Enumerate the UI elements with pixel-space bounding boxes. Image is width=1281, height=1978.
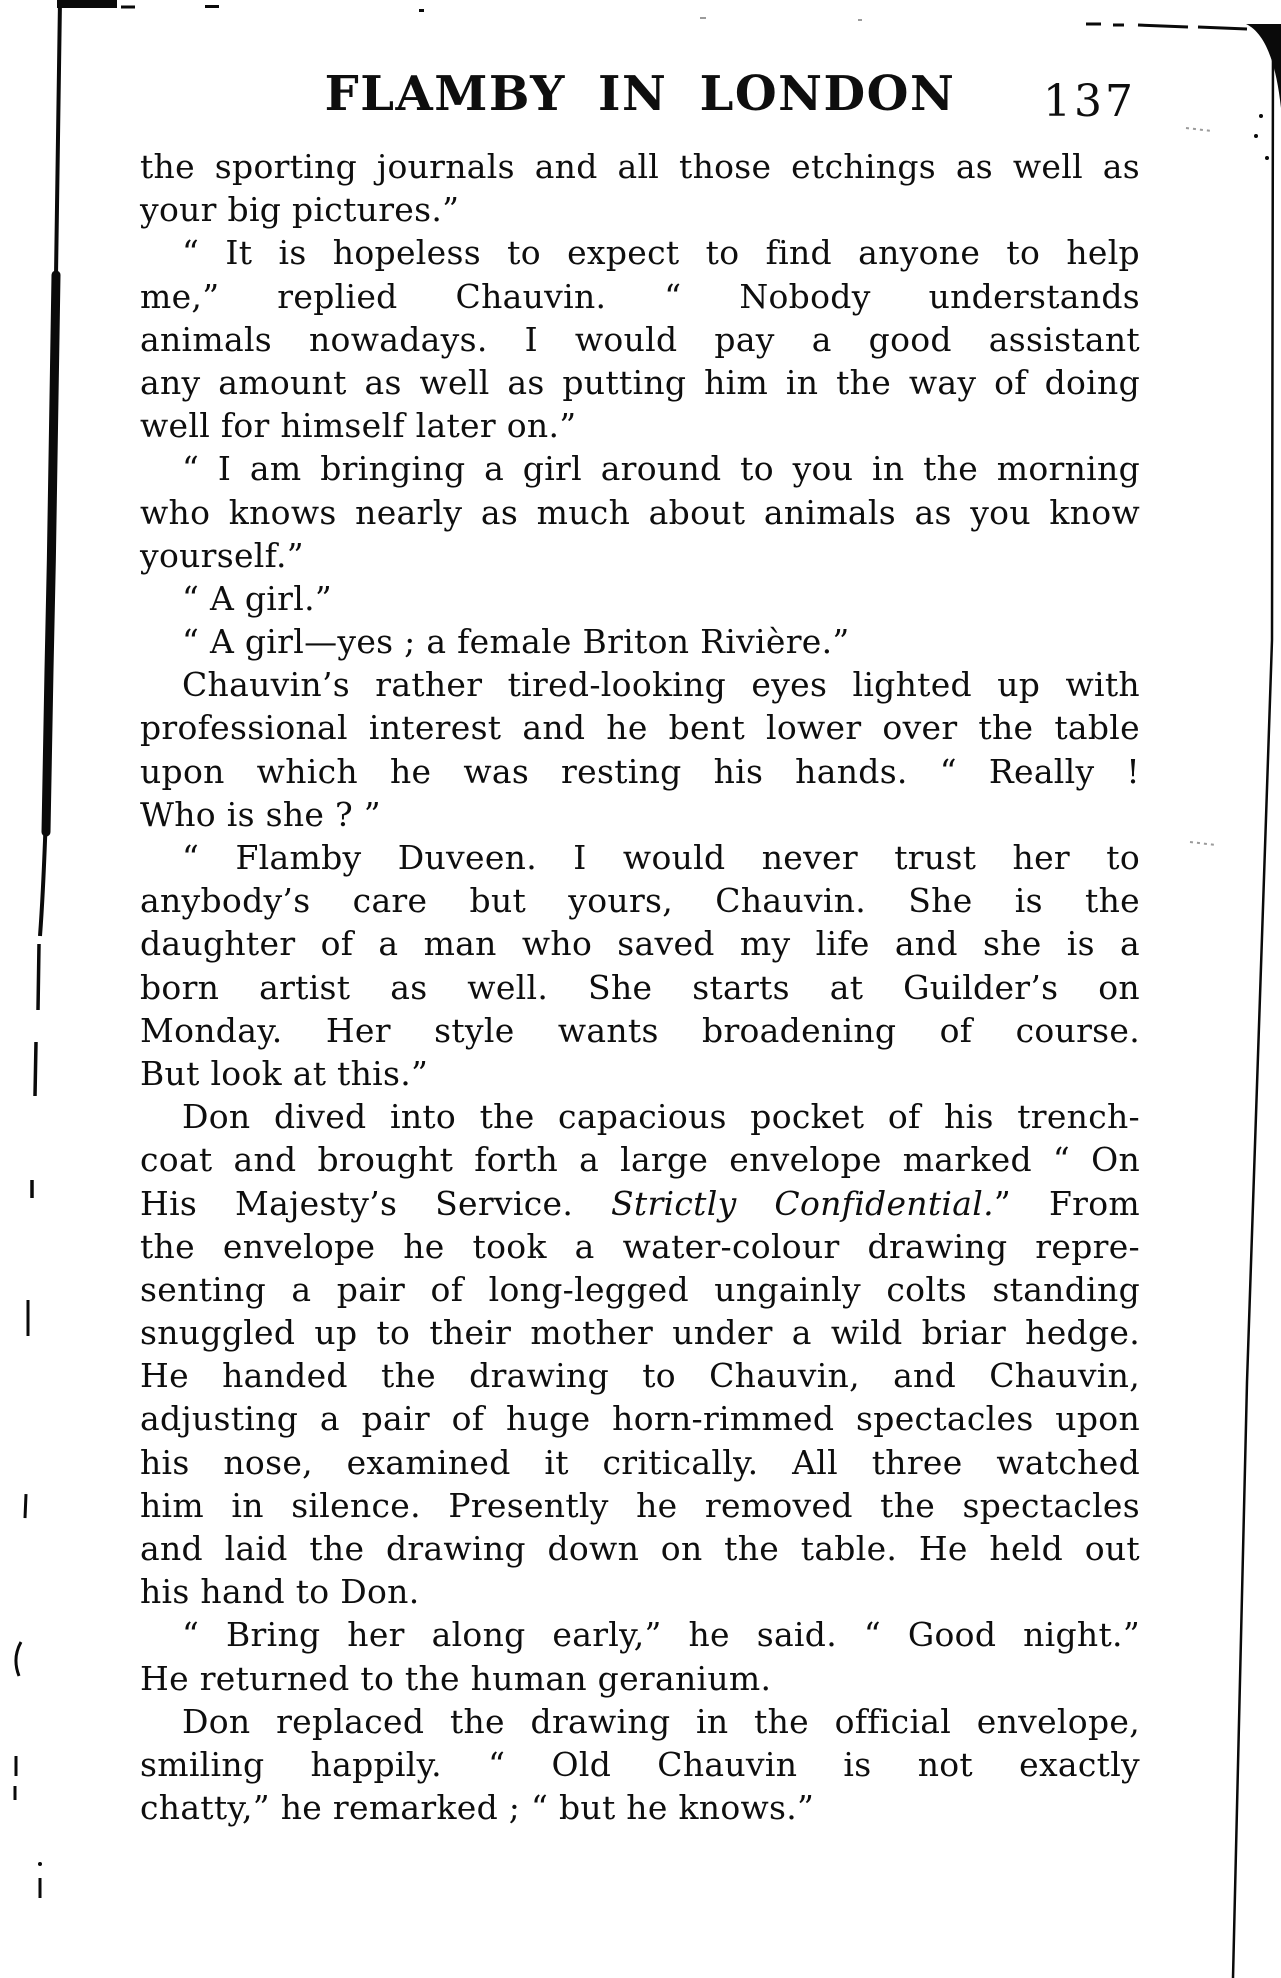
text-line xyxy=(140,1484,1140,1527)
text-segment: “ It is hopeless to expect to find anyone to help xyxy=(182,233,1140,273)
text-line xyxy=(140,879,1140,922)
text-line xyxy=(140,1570,1140,1613)
top-speck xyxy=(419,9,424,12)
text-segment: the sporting journals and all those etchings as well as xyxy=(140,147,1140,186)
text-line xyxy=(140,620,1140,663)
text-segment: smiling happily. “ Old Chauvin is not exactly xyxy=(140,1744,1140,1784)
text-segment: him in silence. Presently he removed the spectacles xyxy=(140,1485,1140,1525)
text-segment: “ Flamby Duveen. I would never trust her to xyxy=(182,838,1140,877)
text-line xyxy=(140,491,1140,534)
top-right-corner-blob xyxy=(1246,24,1281,108)
text-line xyxy=(140,404,1140,447)
text-segment: who knows nearly as much about animals as you know xyxy=(140,492,1140,532)
text-segment: “ A girl—yes ; a female Briton Rivière.” xyxy=(182,622,850,662)
text-segment: snuggled up to their mother under a wild briar hedge. xyxy=(140,1313,1140,1353)
text-segment: yourself.” xyxy=(140,535,304,575)
text-segment: animals nowadays. I would pay a good assistant xyxy=(140,319,1140,359)
text-line xyxy=(140,188,1140,231)
running-title: FLAMBY IN LONDON xyxy=(324,66,956,122)
page-number: 137 xyxy=(1043,76,1136,127)
text-segment: But look at this.” xyxy=(140,1053,429,1093)
text-line xyxy=(140,1009,1140,1052)
text-segment: anybody’s care but yours, Chauvin. She is the xyxy=(140,881,1140,921)
left-gutter-line-thick xyxy=(46,275,56,832)
text-segment: Don dived into the capacious pocket of his trench- xyxy=(182,1097,1140,1137)
text-line xyxy=(140,1657,1140,1700)
italic-text-segment: Strictly Confidential. xyxy=(611,1183,994,1223)
text-segment: He handed the drawing to Chauvin, and Chauvin, xyxy=(140,1356,1140,1396)
corner-speckle xyxy=(1259,114,1263,118)
left-gutter-dashes xyxy=(32,944,39,1198)
text-segment: “ I am bringing a girl around to you in the morning xyxy=(182,449,1140,489)
text-line xyxy=(140,231,1140,274)
text-line xyxy=(140,1182,1140,1225)
bottom-left-speck xyxy=(38,1862,42,1866)
text-segment: coat and brought forth a large envelope marked “ On xyxy=(140,1140,1140,1180)
text-segment: He returned to the human geranium. xyxy=(140,1658,772,1698)
text-segment: and laid the drawing down on the table. He held out xyxy=(140,1529,1140,1568)
text-segment: Monday. Her style wants broadening of course. xyxy=(140,1010,1140,1050)
text-line xyxy=(140,922,1140,965)
text-segment: me,” replied Chauvin. “ Nobody understands xyxy=(140,276,1140,316)
text-line xyxy=(140,534,1140,577)
text-segment: Who is she ? ” xyxy=(140,794,381,834)
top-speck xyxy=(205,5,219,8)
text-segment: His Majesty’s Service. xyxy=(140,1183,611,1223)
text-line xyxy=(140,1397,1140,1440)
text-segment: well for himself later on.” xyxy=(140,406,577,446)
text-line xyxy=(140,1095,1140,1138)
text-segment: his hand to Don. xyxy=(140,1572,420,1612)
left-gutter-line xyxy=(40,0,60,936)
text-line xyxy=(140,1613,1140,1656)
text-line xyxy=(140,1311,1140,1354)
text-line xyxy=(140,447,1140,490)
left-bracket-mark xyxy=(16,1642,21,1676)
text-line xyxy=(140,966,1140,1009)
text-segment: senting a pair of long-legged ungainly colts standing xyxy=(140,1269,1140,1309)
text-line xyxy=(140,1354,1140,1397)
corner-speckle xyxy=(1254,134,1258,138)
page-header xyxy=(140,66,1140,127)
text-segment: the envelope he took a water-colour drawing repre- xyxy=(140,1226,1140,1266)
text-line xyxy=(140,1743,1140,1786)
text-segment: any amount as well as putting him in the way of doing xyxy=(140,362,1140,402)
text-line xyxy=(140,275,1140,318)
left-margin-marks xyxy=(15,1300,40,1898)
text-line xyxy=(140,1700,1140,1743)
text-segment: adjusting a pair of huge horn-rimmed spectacles upon xyxy=(140,1399,1140,1439)
text-segment: ” From xyxy=(993,1183,1140,1223)
text-line xyxy=(140,1268,1140,1311)
text-line xyxy=(140,836,1140,879)
text-line xyxy=(140,1138,1140,1181)
text-segment: your big pictures.” xyxy=(140,190,460,230)
text-line xyxy=(140,577,1140,620)
text-segment: his nose, examined it critically. All three watched xyxy=(140,1442,1140,1482)
text-segment: chatty,” he remarked ; “ but he knows.” xyxy=(140,1788,815,1828)
text-segment: professional interest and he bent lower over the table xyxy=(140,708,1140,748)
text-segment: Chauvin’s rather tired-looking eyes lighted up with xyxy=(182,665,1140,705)
text-segment: Don replaced the drawing in the official envelope, xyxy=(182,1701,1140,1741)
text-line xyxy=(140,750,1140,793)
text-segment: daughter of a man who saved my life and she is a xyxy=(140,924,1140,964)
text-line xyxy=(140,145,1140,188)
text-line xyxy=(140,1441,1140,1484)
text-line xyxy=(140,361,1140,404)
text-line xyxy=(140,706,1140,749)
right-edge-line xyxy=(1233,34,1273,1978)
corner-speckle xyxy=(1265,156,1269,160)
text-line xyxy=(140,1786,1140,1829)
text-line xyxy=(140,793,1140,836)
text-line xyxy=(140,318,1140,361)
text-line xyxy=(140,663,1140,706)
body-text xyxy=(140,145,1140,1829)
text-line xyxy=(140,1527,1140,1570)
text-line xyxy=(140,1052,1140,1095)
text-segment: upon which he was resting his hands. “ Really ! xyxy=(140,751,1140,791)
text-segment: “ Bring her along early,” he said. “ Good night.” xyxy=(182,1615,1140,1655)
text-segment: born artist as well. She starts at Guilder’s on xyxy=(140,967,1140,1007)
text-line xyxy=(140,1225,1140,1268)
text-segment: “ A girl.” xyxy=(182,578,333,618)
top-right-dashed-line xyxy=(1086,24,1247,29)
